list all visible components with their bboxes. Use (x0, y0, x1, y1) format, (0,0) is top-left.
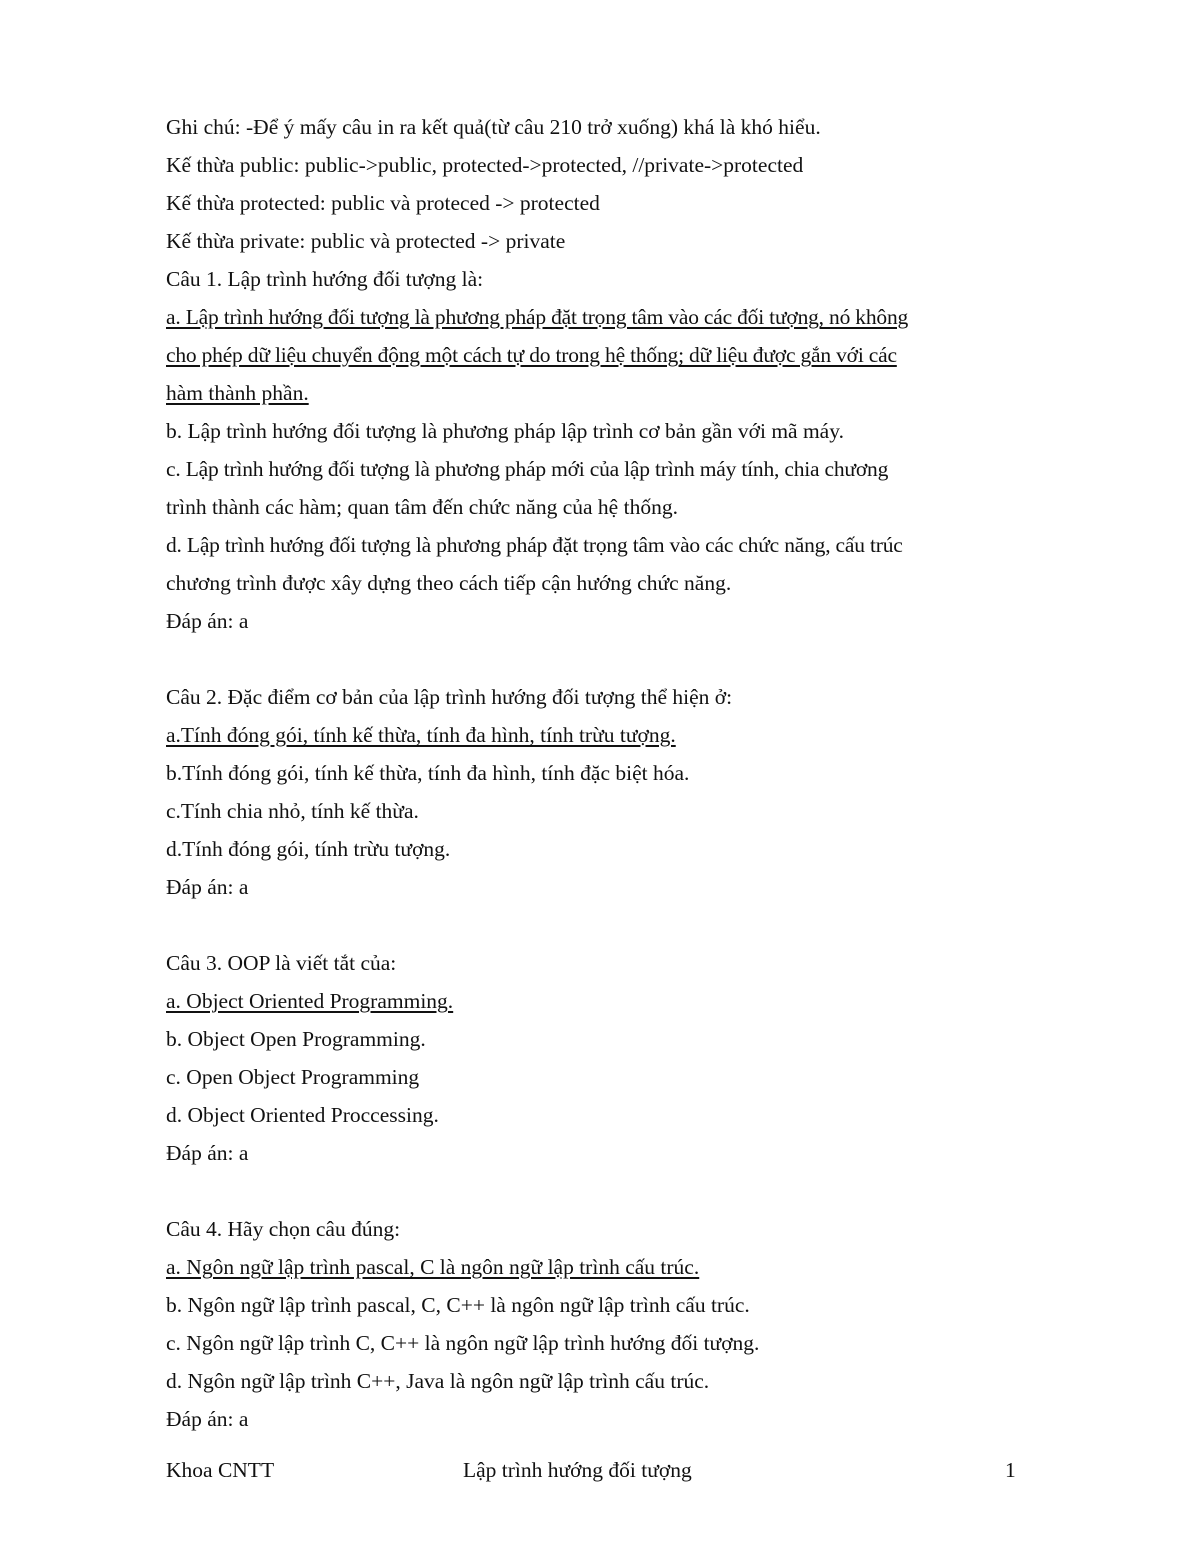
question-2-title: Câu 2. Đặc điểm cơ bản của lập trình hướng đối tượng thể hiện ở: (166, 685, 733, 709)
spacer (166, 640, 1076, 678)
spacer (166, 906, 1076, 944)
question-3-answer: Đáp án: a (166, 1141, 249, 1165)
question-4-option-b: b. Ngôn ngữ lập trình pascal, C, C++ là ngôn ngữ lập trình cấu trúc. (166, 1293, 750, 1317)
question-1-title: Câu 1. Lập trình hướng đối tượng là: (166, 267, 484, 291)
question-4-option-d: d. Ngôn ngữ lập trình C++, Java là ngôn ngữ lập trình cấu trúc. (166, 1369, 710, 1393)
question-1-option-a: hàm thành phần. (166, 381, 309, 405)
question-1-option-b: b. Lập trình hướng đối tượng là phương pháp lập trình cơ bản gần với mã máy. (166, 419, 844, 443)
spacer (166, 1172, 1076, 1210)
note-line: Kế thừa protected: public và proteced -> protected (166, 191, 600, 215)
question-1-option-a: cho phép dữ liệu chuyển động một cách tự do trong hệ thống; dữ liệu được gắn với các (166, 343, 897, 367)
question-1-answer: Đáp án: a (166, 609, 249, 633)
question-2-option-a: a.Tính đóng gói, tính kế thừa, tính đa hình, tính trừu tượng. (166, 723, 676, 747)
footer-department: Khoa CNTT (166, 1458, 275, 1482)
question-2-option-c: c.Tính chia nhỏ, tính kế thừa. (166, 799, 419, 823)
note-line: Kế thừa private: public và protected -> private (166, 229, 566, 253)
page-number: 1 (1005, 1458, 1016, 1482)
question-4-title: Câu 4. Hãy chọn câu đúng: (166, 1217, 401, 1241)
question-2-option-b: b.Tính đóng gói, tính kế thừa, tính đa hình, tính đặc biệt hóa. (166, 761, 690, 785)
question-4-option-c: c. Ngôn ngữ lập trình C, C++ là ngôn ngữ lập trình hướng đối tượng. (166, 1331, 760, 1355)
question-4-answer: Đáp án: a (166, 1407, 249, 1431)
question-3-option-a: a. Object Oriented Programming. (166, 989, 454, 1013)
question-3-option-b: b. Object Open Programming. (166, 1027, 426, 1051)
question-1-option-c: trình thành các hàm; quan tâm đến chức năng của hệ thống. (166, 495, 678, 519)
question-4-option-a: a. Ngôn ngữ lập trình pascal, C là ngôn ngữ lập trình cấu trúc. (166, 1255, 700, 1279)
document-body (166, 108, 1076, 1438)
question-2-option-d: d.Tính đóng gói, tính trừu tượng. (166, 837, 451, 861)
question-2-answer: Đáp án: a (166, 875, 249, 899)
note-line: Kế thừa public: public->public, protected->protected, //private->protected (166, 153, 804, 177)
question-1-option-d: chương trình được xây dựng theo cách tiếp cận hướng chức năng. (166, 571, 732, 595)
note-line: Ghi chú: -Để ý mấy câu in ra kết quả(từ câu 210 trở xuống) khá là khó hiểu. (166, 115, 821, 139)
footer-course-title: Lập trình hướng đối tượng (463, 1458, 692, 1482)
question-3-option-c: c. Open Object Programming (166, 1065, 420, 1089)
question-1-option-d: d. Lập trình hướng đối tượng là phương pháp đặt trọng tâm vào các chức năng, cấu trúc (166, 533, 903, 557)
question-1-option-a: a. Lập trình hướng đối tượng là phương pháp đặt trọng tâm vào các đối tượng, nó không (166, 305, 909, 329)
question-3-title: Câu 3. OOP là viết tắt của: (166, 951, 397, 975)
question-1-option-c: c. Lập trình hướng đối tượng là phương pháp mới của lập trình máy tính, chia chương (166, 457, 889, 481)
page-footer (166, 1452, 1026, 1488)
question-3-option-d: d. Object Oriented Proccessing. (166, 1103, 439, 1127)
